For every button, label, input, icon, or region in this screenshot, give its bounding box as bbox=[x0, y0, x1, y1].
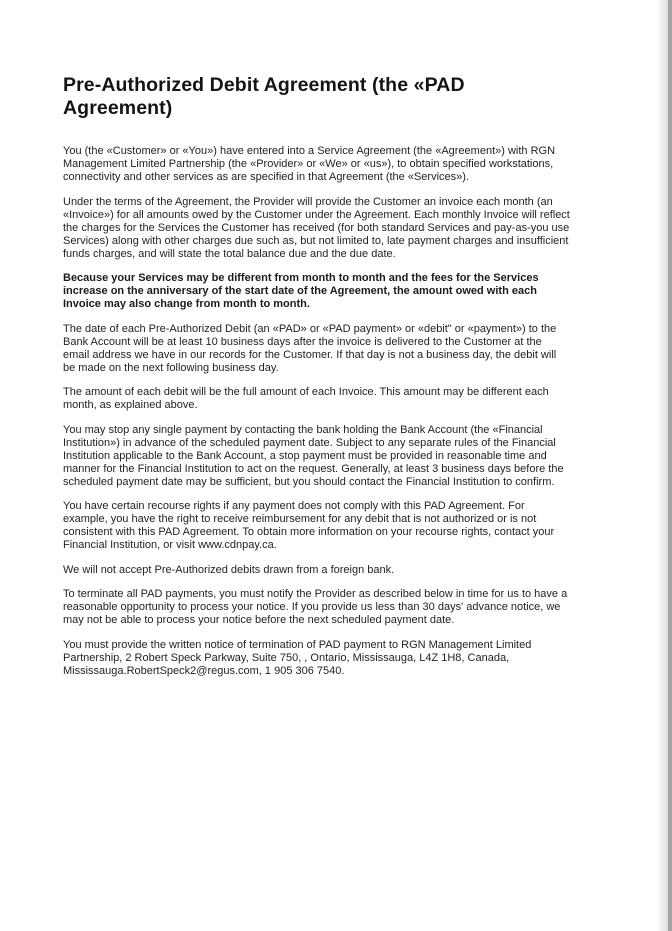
page-edge-bar bbox=[668, 0, 672, 931]
paragraph-amount-change-notice: Because your Services may be different from month to month and the fees for the Services increase on the anniversary of the start date of the Agreement, the amount owed with each Invoice may also change from month to month. bbox=[63, 272, 539, 310]
paragraph-stop-payment: You may stop any single payment by contacting the bank holding the Bank Account (the «Financial Institution») in advance of the scheduled payment date. Subject to any separate rules of the Financial Institution applicable to the Bank Account, a stop payment must be provided in reasonable time and manner for the Financial Institution to act on the request. Generally, at least 3 business days before the scheduled payment date may be sufficient, but you should contact the Financial Institution to confirm. bbox=[63, 423, 564, 488]
document-title: Pre-Authorized Debit Agreement (the «PAD Agreement) bbox=[63, 74, 465, 119]
page-edge-shadow bbox=[657, 0, 668, 931]
paragraph-recourse-rights: You have certain recourse rights if any payment does not comply with this PAD Agreement. For example, you have the right to receive reimbursement for any debit that is not authorized or is not consistent with this PAD Agreement. To obtain more information on your recourse rights, contact your Financial Institution, or visit www.cdnpay.ca. bbox=[63, 500, 555, 551]
paragraph-termination-address: You must provide the written notice of termination of PAD payment to RGN Management Limited Partnership, 2 Robert Speck Parkway, Suite 750, , Ontario, Mississauga, L4Z 1H8, Canada, Mississauga.RobertSpeck2@regus.com, 1 905 306 7540. bbox=[63, 638, 532, 677]
paragraph-termination-notice: To terminate all PAD payments, you must notify the Provider as described below in time for us to have a reasonable opportunity to process your notice. If you provide us less than 30 days' advance notice, we may not be able to process your notice before the next scheduled payment date. bbox=[63, 588, 568, 626]
paragraph-foreign-bank: We will not accept Pre-Authorized debits drawn from a foreign bank. bbox=[63, 563, 395, 576]
paragraph-debit-amount: The amount of each debit will be the full amount of each Invoice. This amount may be different each month, as explained above. bbox=[63, 386, 549, 411]
paragraph-intro-service-agreement: You (the «Customer» or «You») have entered into a Service Agreement (the «Agreement») with RGN Management Limited Partnership (the «Provider» or «We» or «us»), to obtain specified workstations, connectivity and other services as are specified in that Agreement (the «Services»). bbox=[63, 145, 556, 183]
paragraph-invoice-terms: Under the terms of the Agreement, the Provider will provide the Customer an invoice each month (an «Invoice») for all amounts owed by the Customer under the Agreement. Each monthly Invoice will reflect the charges for the Services the Customer has received (for both standard Services and pay-as-you use Services) along with other charges due such as, but not limited to, late payment charges and insufficient funds charges, and will state the total balance due and the due date. bbox=[63, 195, 570, 260]
paragraph-debit-date: The date of each Pre-Authorized Debit (an «PAD» or «PAD payment» or «debit" or «payment») to the Bank Account will be at least 10 business days after the invoice is delivered to the Customer at the email address we have in our records for the Customer. If that day is not a business day, the debit will be made on the next following business day. bbox=[63, 322, 557, 374]
document-content bbox=[63, 74, 571, 689]
